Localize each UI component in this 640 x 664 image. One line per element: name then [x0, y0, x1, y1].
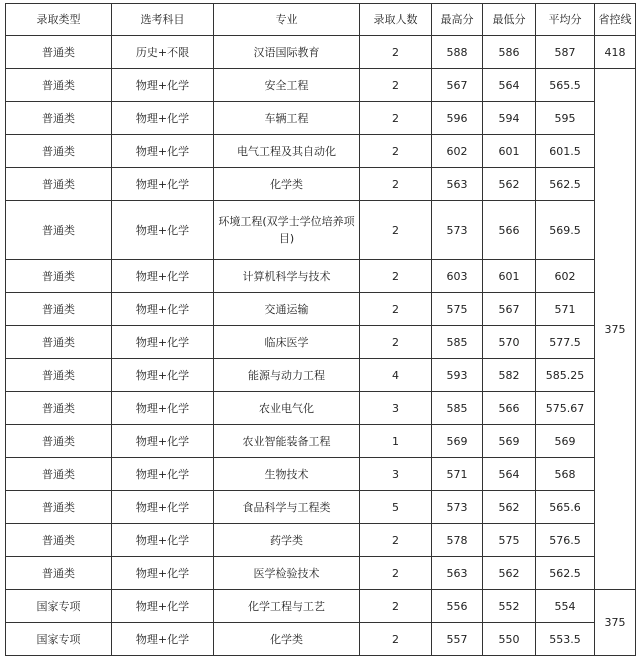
cell-subject: 物理+化学 [112, 557, 214, 590]
header-count: 录取人数 [360, 4, 432, 36]
cell-min: 562 [483, 491, 536, 524]
header-admission-type: 录取类型 [6, 4, 112, 36]
cell-count: 2 [360, 69, 432, 102]
cell-type: 普通类 [6, 425, 112, 458]
cell-type: 国家专项 [6, 623, 112, 656]
table-row [6, 491, 636, 524]
cell-max: 563 [432, 168, 483, 201]
cell-major: 化学工程与工艺 [214, 590, 360, 623]
table-row [6, 102, 636, 135]
cell-min: 594 [483, 102, 536, 135]
cell-min: 562 [483, 557, 536, 590]
cell-avg: 602 [536, 260, 595, 293]
cell-type: 普通类 [6, 260, 112, 293]
cell-control-line: 418 [595, 36, 636, 69]
cell-type: 普通类 [6, 326, 112, 359]
cell-subject: 物理+化学 [112, 168, 214, 201]
cell-min: 582 [483, 359, 536, 392]
cell-max: 585 [432, 326, 483, 359]
table-row [6, 425, 636, 458]
cell-max: 578 [432, 524, 483, 557]
cell-max: 571 [432, 458, 483, 491]
cell-avg: 568 [536, 458, 595, 491]
table-row [6, 590, 636, 623]
header-control-line: 省控线 [595, 4, 636, 36]
cell-min: 564 [483, 458, 536, 491]
table-row [6, 557, 636, 590]
cell-avg: 595 [536, 102, 595, 135]
cell-count: 5 [360, 491, 432, 524]
cell-major: 药学类 [214, 524, 360, 557]
cell-count: 3 [360, 392, 432, 425]
cell-subject: 物理+化学 [112, 491, 214, 524]
cell-min: 552 [483, 590, 536, 623]
header-avg-score: 平均分 [536, 4, 595, 36]
cell-subject: 物理+化学 [112, 359, 214, 392]
cell-subject: 物理+化学 [112, 69, 214, 102]
table-row [6, 458, 636, 491]
cell-subject: 物理+化学 [112, 590, 214, 623]
cell-avg: 577.5 [536, 326, 595, 359]
cell-count: 2 [360, 557, 432, 590]
cell-major: 车辆工程 [214, 102, 360, 135]
cell-type: 普通类 [6, 458, 112, 491]
cell-count: 2 [360, 590, 432, 623]
cell-avg: 569.5 [536, 201, 595, 260]
cell-major: 交通运输 [214, 293, 360, 326]
cell-major: 生物技术 [214, 458, 360, 491]
cell-min: 566 [483, 392, 536, 425]
header-major: 专业 [214, 4, 360, 36]
cell-count: 4 [360, 359, 432, 392]
cell-max: 588 [432, 36, 483, 69]
cell-subject: 物理+化学 [112, 623, 214, 656]
cell-major: 计算机科学与技术 [214, 260, 360, 293]
cell-max: 557 [432, 623, 483, 656]
cell-min: 586 [483, 36, 536, 69]
cell-min: 601 [483, 135, 536, 168]
cell-count: 2 [360, 260, 432, 293]
cell-subject: 物理+化学 [112, 260, 214, 293]
table-header-row [6, 4, 636, 36]
cell-count: 2 [360, 135, 432, 168]
table-row [6, 326, 636, 359]
cell-count: 2 [360, 36, 432, 69]
cell-avg: 576.5 [536, 524, 595, 557]
cell-min: 570 [483, 326, 536, 359]
cell-count: 2 [360, 524, 432, 557]
cell-type: 普通类 [6, 557, 112, 590]
cell-min: 566 [483, 201, 536, 260]
cell-count: 2 [360, 623, 432, 656]
cell-min: 562 [483, 168, 536, 201]
cell-avg: 601.5 [536, 135, 595, 168]
cell-type: 普通类 [6, 491, 112, 524]
cell-type: 普通类 [6, 201, 112, 260]
cell-max: 593 [432, 359, 483, 392]
table-row [6, 201, 636, 260]
cell-max: 569 [432, 425, 483, 458]
cell-major: 食品科学与工程类 [214, 491, 360, 524]
table-row [6, 623, 636, 656]
cell-avg: 585.25 [536, 359, 595, 392]
cell-major: 化学类 [214, 623, 360, 656]
cell-max: 596 [432, 102, 483, 135]
cell-major: 能源与动力工程 [214, 359, 360, 392]
cell-type: 国家专项 [6, 590, 112, 623]
cell-subject: 物理+化学 [112, 102, 214, 135]
cell-avg: 562.5 [536, 557, 595, 590]
cell-type: 普通类 [6, 392, 112, 425]
cell-max: 585 [432, 392, 483, 425]
cell-subject: 物理+化学 [112, 458, 214, 491]
cell-type: 普通类 [6, 69, 112, 102]
cell-min: 567 [483, 293, 536, 326]
table-row [6, 36, 636, 69]
cell-subject: 物理+化学 [112, 326, 214, 359]
cell-subject: 物理+化学 [112, 135, 214, 168]
cell-major: 农业智能装备工程 [214, 425, 360, 458]
table-row [6, 135, 636, 168]
cell-type: 普通类 [6, 168, 112, 201]
table-row [6, 260, 636, 293]
cell-type: 普通类 [6, 293, 112, 326]
cell-subject: 物理+化学 [112, 392, 214, 425]
cell-major: 农业电气化 [214, 392, 360, 425]
cell-major: 电气工程及其自动化 [214, 135, 360, 168]
cell-subject: 物理+化学 [112, 293, 214, 326]
cell-avg: 571 [536, 293, 595, 326]
table-row [6, 359, 636, 392]
cell-subject: 物理+化学 [112, 524, 214, 557]
cell-major: 临床医学 [214, 326, 360, 359]
cell-major: 安全工程 [214, 69, 360, 102]
cell-max: 567 [432, 69, 483, 102]
cell-avg: 575.67 [536, 392, 595, 425]
header-subject: 选考科目 [112, 4, 214, 36]
cell-count: 2 [360, 201, 432, 260]
cell-min: 564 [483, 69, 536, 102]
table-row [6, 392, 636, 425]
cell-count: 2 [360, 102, 432, 135]
cell-type: 普通类 [6, 524, 112, 557]
cell-subject: 历史+不限 [112, 36, 214, 69]
cell-control-line-national: 375 [595, 590, 636, 656]
table-row [6, 69, 636, 102]
cell-count: 1 [360, 425, 432, 458]
cell-type: 普通类 [6, 102, 112, 135]
cell-major: 医学检验技术 [214, 557, 360, 590]
cell-max: 563 [432, 557, 483, 590]
cell-max: 573 [432, 491, 483, 524]
cell-avg: 562.5 [536, 168, 595, 201]
table-row [6, 293, 636, 326]
header-min-score: 最低分 [483, 4, 536, 36]
header-max-score: 最高分 [432, 4, 483, 36]
cell-avg: 569 [536, 425, 595, 458]
cell-major: 化学类 [214, 168, 360, 201]
cell-count: 2 [360, 168, 432, 201]
cell-max: 573 [432, 201, 483, 260]
table-row [6, 168, 636, 201]
cell-max: 603 [432, 260, 483, 293]
cell-major: 环境工程(双学士学位培养项目) [214, 201, 360, 260]
cell-min: 601 [483, 260, 536, 293]
table-row [6, 524, 636, 557]
cell-min: 575 [483, 524, 536, 557]
cell-control-line-merged: 375 [595, 69, 636, 590]
cell-count: 2 [360, 293, 432, 326]
cell-max: 556 [432, 590, 483, 623]
cell-max: 602 [432, 135, 483, 168]
cell-type: 普通类 [6, 135, 112, 168]
cell-avg: 587 [536, 36, 595, 69]
cell-avg: 565.5 [536, 69, 595, 102]
cell-count: 2 [360, 326, 432, 359]
cell-min: 569 [483, 425, 536, 458]
admission-score-table [5, 3, 636, 656]
cell-type: 普通类 [6, 359, 112, 392]
cell-avg: 565.6 [536, 491, 595, 524]
cell-min: 550 [483, 623, 536, 656]
cell-subject: 物理+化学 [112, 425, 214, 458]
cell-type: 普通类 [6, 36, 112, 69]
cell-count: 3 [360, 458, 432, 491]
cell-major: 汉语国际教育 [214, 36, 360, 69]
cell-avg: 553.5 [536, 623, 595, 656]
cell-subject: 物理+化学 [112, 201, 214, 260]
cell-max: 575 [432, 293, 483, 326]
cell-avg: 554 [536, 590, 595, 623]
